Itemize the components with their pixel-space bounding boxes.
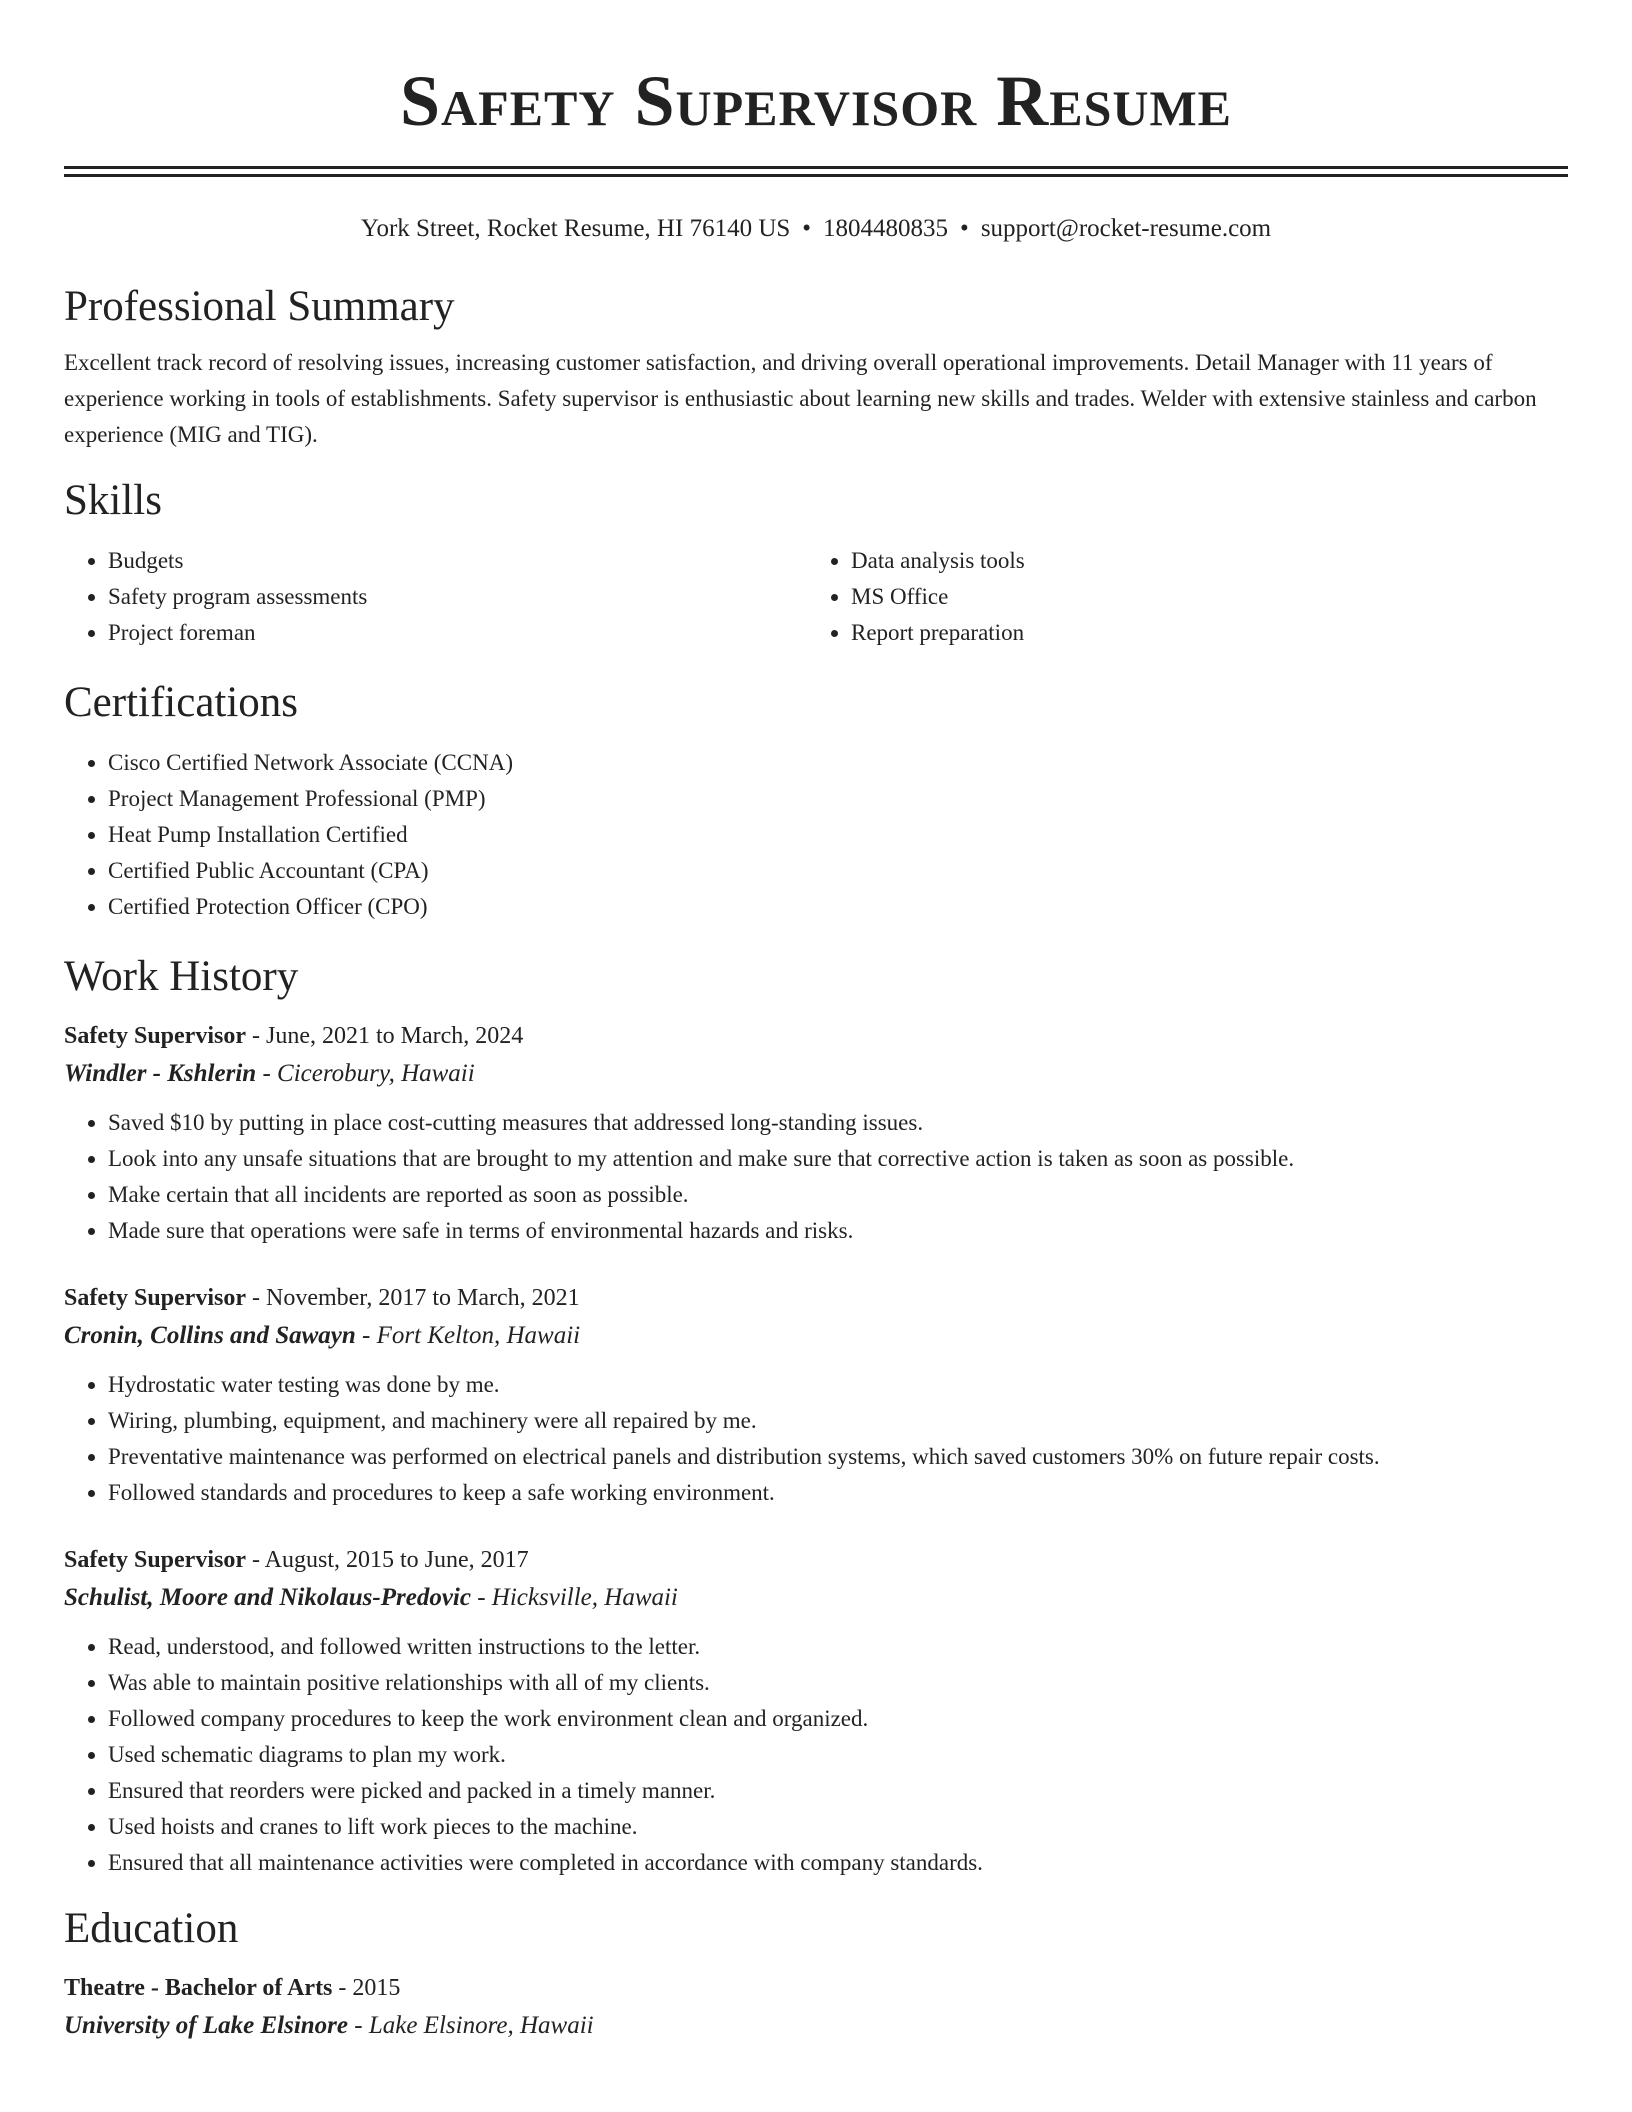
- skills-list: [807, 543, 1550, 651]
- job-title-line: [64, 1017, 1568, 1055]
- school-line: [64, 2007, 1568, 2045]
- job-bullet: • Used hoists and cranes to lift work pieces to the machine.: [108, 1809, 1568, 1845]
- job-dates: - June, 2021 to March, 2024: [246, 1023, 524, 1049]
- job-bullet: • Preventative maintenance was performed on electrical panels and distribution systems, which saved customers 30% on future repair costs.: [108, 1439, 1568, 1475]
- school: University of Lake Elsinore: [64, 2012, 349, 2039]
- summary-text: Excellent track record of resolving issues, increasing customer satisfaction, and driving overall operational improvements. Detail Manager with 11 years of experience working in tools of establishments. Safety supervisor is enthusiastic about learning new skills and trades. Welder with extensive stainless and carbon experience (MIG and TIG).: [64, 350, 1537, 447]
- skill-item: • Safety program assessments: [108, 579, 807, 615]
- job-entry: [64, 1017, 1568, 1249]
- job-title: Safety Supervisor: [64, 1547, 246, 1573]
- skills-right-column: [807, 543, 1550, 651]
- job-title: Safety Supervisor: [64, 1023, 246, 1049]
- skill-item: • Project foreman: [108, 615, 807, 651]
- job-location: - Fort Kelton, Hawaii: [355, 1322, 581, 1349]
- job-bullet: • Used schematic diagrams to plan my work.: [108, 1737, 1568, 1773]
- contact-separator: •: [802, 215, 812, 242]
- skills-left-column: [64, 543, 807, 651]
- job-bullet: • Wiring, plumbing, equipment, and machinery were all repaired by me.: [108, 1403, 1568, 1439]
- job-entry: [64, 1541, 1568, 1881]
- certification-item: • Certified Public Accountant (CPA): [108, 853, 1568, 889]
- skills-list: [64, 543, 807, 651]
- summary-heading: Professional Summary: [64, 283, 455, 330]
- job-bullet: • Hydrostatic water testing was done by me.: [108, 1367, 1568, 1403]
- skill-item: • Budgets: [108, 543, 807, 579]
- skills-columns: [64, 543, 1568, 651]
- degree-line: [64, 1969, 1568, 2007]
- certification-item: • Cisco Certified Network Associate (CCNA): [108, 745, 1568, 781]
- job-company: Schulist, Moore and Nikolaus-Predovic: [64, 1584, 471, 1611]
- contact-address: York Street, Rocket Resume, HI 76140 US: [360, 215, 791, 242]
- degree: Theatre - Bachelor of Arts: [64, 1975, 333, 2001]
- contact-email: support@rocket-resume.com: [980, 215, 1272, 242]
- job-bullets: [64, 1105, 1568, 1249]
- job-bullet: • Saved $10 by putting in place cost-cutting measures that addressed long-standing issues.: [108, 1105, 1568, 1141]
- job-entry: [64, 1279, 1568, 1511]
- job-title-line: [64, 1541, 1568, 1579]
- school-location: - Lake Elsinore, Hawaii: [348, 2012, 594, 2039]
- contact-separator: •: [960, 215, 969, 242]
- job-bullet: • Followed company procedures to keep the work environment clean and organized.: [108, 1701, 1568, 1737]
- job-location: - Cicerobury, Hawaii: [256, 1060, 475, 1087]
- contact-line: [64, 213, 1568, 245]
- skill-item: • MS Office: [851, 579, 1550, 615]
- contact-phone: 1804480835: [823, 215, 949, 242]
- certification-item: • Heat Pump Installation Certified: [108, 817, 1568, 853]
- skill-item: • Report preparation: [851, 615, 1550, 651]
- job-dates: - August, 2015 to June, 2017: [246, 1547, 529, 1573]
- job-bullet: • Followed standards and procedures to keep a safe working environment.: [108, 1475, 1568, 1511]
- degree-year: - 2015: [332, 1975, 401, 2001]
- job-bullets: [64, 1367, 1568, 1511]
- job-company: Cronin, Collins and Sawayn: [64, 1322, 356, 1349]
- job-bullets: [64, 1629, 1568, 1881]
- job-bullet: • Read, understood, and followed written instructions to the letter.: [108, 1629, 1568, 1665]
- certification-item: • Certified Protection Officer (CPO): [108, 889, 1568, 925]
- job-bullet: • Made sure that operations were safe in terms of environmental hazards and risks.: [108, 1213, 1568, 1249]
- job-company: Windler - Kshlerin: [64, 1060, 257, 1087]
- job-bullet: • Look into any unsafe situations that are brought to my attention and make sure that corrective action is taken as soon as possible.: [108, 1141, 1568, 1177]
- job-company-line: [64, 1055, 1568, 1093]
- job-company-line: [64, 1317, 1568, 1355]
- job-bullet: • Make certain that all incidents are reported as soon as possible.: [108, 1177, 1568, 1213]
- title-divider: [64, 166, 1568, 177]
- skills-heading: Skills: [64, 477, 162, 524]
- job-bullet: • Was able to maintain positive relationships with all of my clients.: [108, 1665, 1568, 1701]
- job-bullet: • Ensured that reorders were picked and packed in a timely manner.: [108, 1773, 1568, 1809]
- skill-item: • Data analysis tools: [851, 543, 1550, 579]
- certifications-list: [64, 745, 1568, 925]
- job-bullet: • Ensured that all maintenance activities were completed in accordance with company standards.: [108, 1845, 1568, 1881]
- education-heading: Education: [64, 1905, 239, 1952]
- certifications-heading: Certifications: [64, 679, 299, 726]
- education-entry: [64, 1969, 1568, 2045]
- certification-item: • Project Management Professional (PMP): [108, 781, 1568, 817]
- work-history-heading: Work History: [64, 953, 299, 1000]
- job-company-line: [64, 1579, 1568, 1617]
- job-title-line: [64, 1279, 1568, 1317]
- job-dates: - November, 2017 to March, 2021: [246, 1285, 580, 1311]
- job-location: - Hicksville, Hawaii: [470, 1584, 678, 1611]
- job-title: Safety Supervisor: [64, 1285, 246, 1311]
- resume-title: Safety Supervisor Resume: [399, 61, 1233, 141]
